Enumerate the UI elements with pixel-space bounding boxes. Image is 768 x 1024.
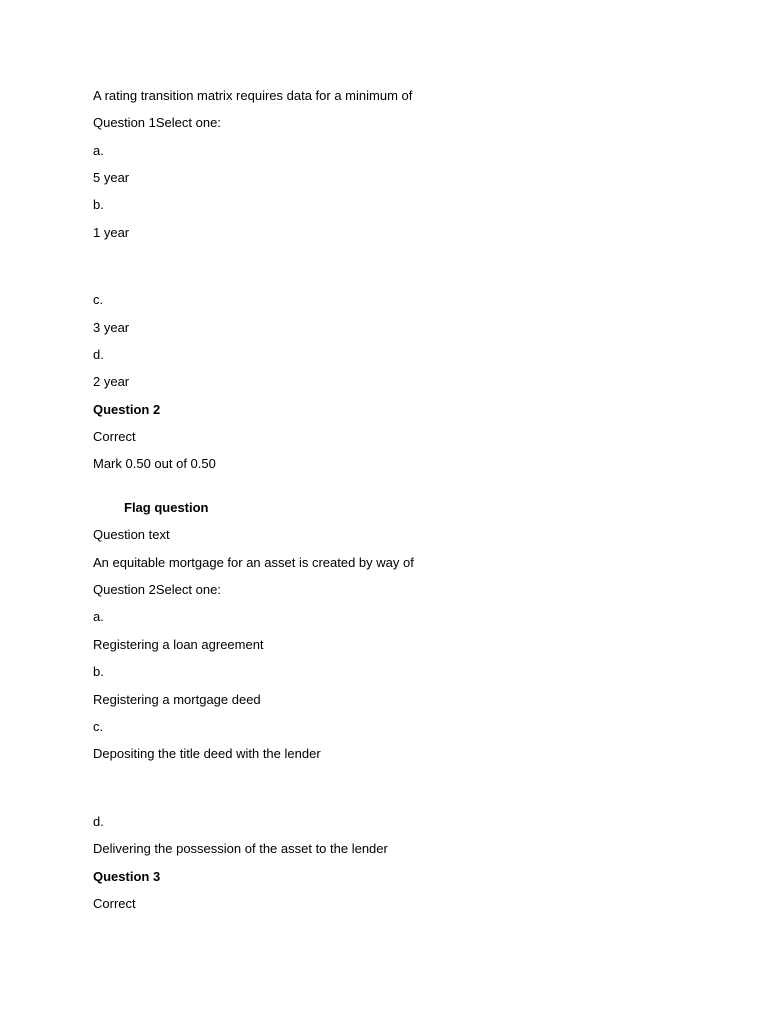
q3-heading: Question 3: [93, 869, 161, 884]
q1-option-a-text: 5 year: [93, 170, 130, 185]
q1-prompt: A rating transition matrix requires data for a minimum of: [93, 88, 413, 103]
q1-option-c-letter: c.: [93, 292, 104, 307]
q1-select-label: Question 1Select one:: [93, 115, 221, 130]
q1-option-b-letter: b.: [93, 197, 104, 212]
q1-option-b-text: 1 year: [93, 225, 130, 240]
q2-select-label: Question 2Select one:: [93, 582, 221, 597]
q2-prompt: An equitable mortgage for an asset is created by way of: [93, 555, 414, 570]
q1-option-d-letter: d.: [93, 347, 104, 362]
q2-option-a-letter: a.: [93, 609, 104, 624]
q2-option-b-letter: b.: [93, 664, 104, 679]
q2-status: Correct: [93, 429, 136, 444]
q1-option-a-letter: a.: [93, 143, 104, 158]
q2-option-c-letter: c.: [93, 719, 104, 734]
q1-option-c-text: 3 year: [93, 320, 130, 335]
q2-option-b-text: Registering a mortgage deed: [93, 692, 261, 707]
q3-status: Correct: [93, 896, 136, 911]
q1-option-d-text: 2 year: [93, 374, 130, 389]
q2-option-d-text: Delivering the possession of the asset to the lender: [93, 841, 388, 856]
q2-text-label: Question text: [93, 527, 170, 542]
q2-heading: Question 2: [93, 402, 161, 417]
q2-option-d-letter: d.: [93, 814, 104, 829]
q2-option-c-text: Depositing the title deed with the lender: [93, 746, 321, 761]
q2-flag-question: Flag question: [124, 500, 209, 515]
q2-option-a-text: Registering a loan agreement: [93, 637, 264, 652]
q2-mark: Mark 0.50 out of 0.50: [93, 456, 216, 471]
